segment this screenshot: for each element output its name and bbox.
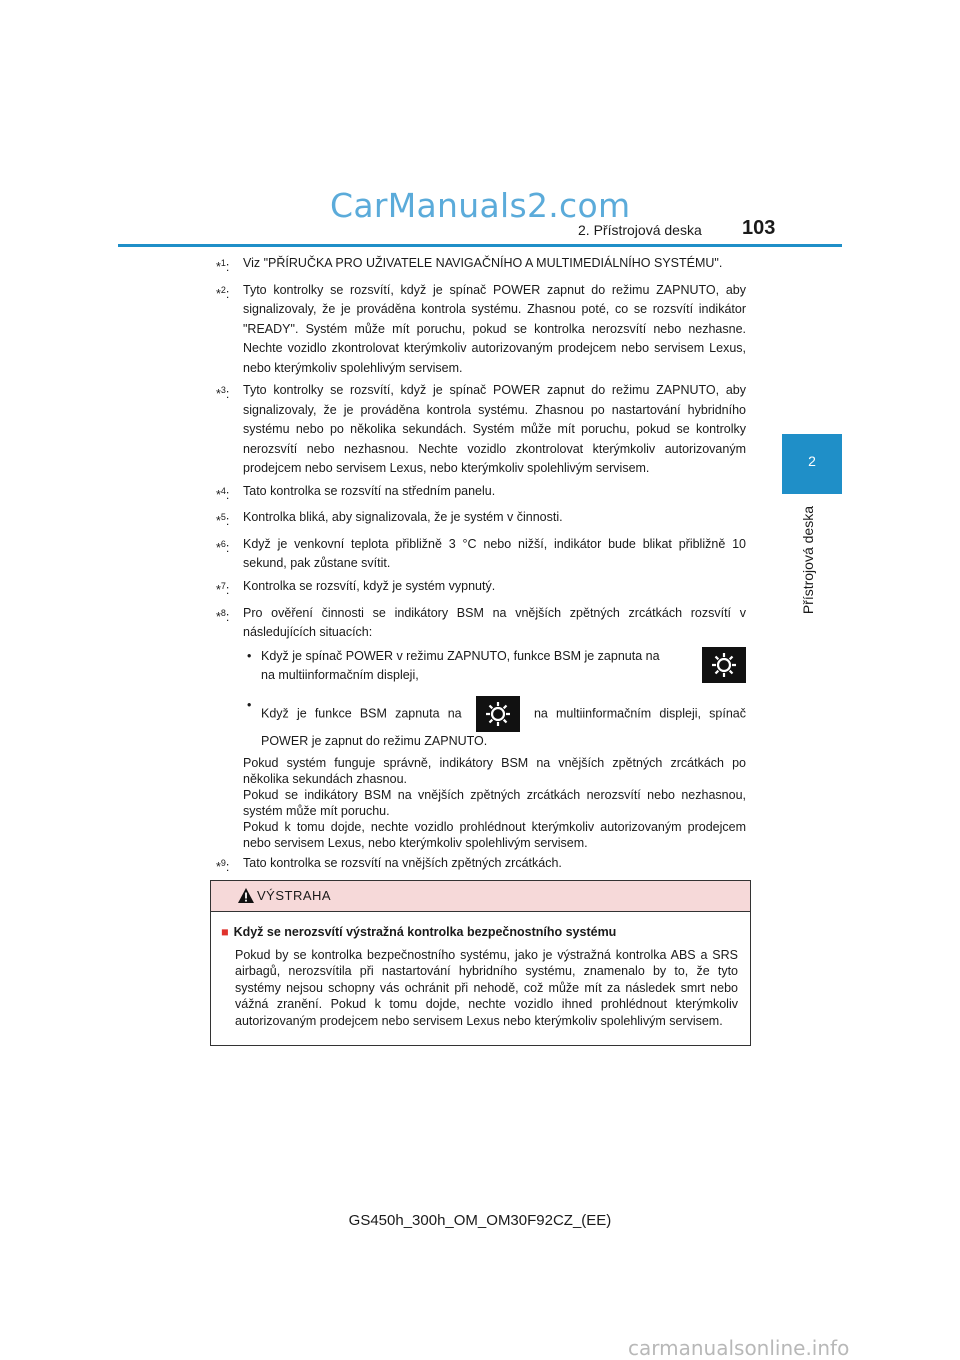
footnote-3 <box>216 381 746 479</box>
footnote-mark: *$^6$: <box>216 538 230 556</box>
bullet-text <box>261 647 746 686</box>
footnote-text: Tyto kontrolky se rozsvítí, když je spínač POWER zapnut do režimu ZAPNUTO, aby signalizovaly, že je prováděna kontrola systému. Zhasnou poté, co se rozsvítí indikátor "READY". Systém může mít poruchu, pokud se kontrolka nerozsvítí nebo nezhasne. Nechte vozidlo zkontrolovat kterýmkoliv autorizovaným prodejcem nebo servisem Lexus, nebo kterýmkoliv spolehlivým servisem. <box>243 282 746 375</box>
warning-body <box>211 912 750 1029</box>
paragraph: Pokud systém funguje správně, indikátory BSM na vnějších zpětných zrcátkách po několika sekundách zhasnou. <box>243 756 746 787</box>
paragraph: Pokud k tomu dojde, nechte vozidlo prohlédnout kterýmkoliv autorizovaným prodejcem nebo servisem Lexus, nebo kterýmkoliv spolehlivým servisem. <box>243 820 746 851</box>
footnote-mark: *$^7$: <box>216 580 230 598</box>
watermark-top: CarManuals2.com <box>330 186 631 225</box>
bullet-dot: • <box>247 697 252 712</box>
footnote-9 <box>216 854 746 878</box>
footnote-mark: *$^2$: <box>216 284 230 301</box>
footnote-7 <box>216 577 746 601</box>
settings-gear-icon <box>476 696 520 732</box>
footnote-text: Když je venkovní teplota přibližně 3 °C nebo nižší, indikátor bude blikat přibližně 10 sekund, pak zůstane svítit. <box>243 536 746 571</box>
warning-header <box>211 881 750 912</box>
footnote-text: Tyto kontrolky se rozsvítí, když je spínač POWER zapnut do režimu ZAPNUTO, aby signalizovaly, že je prováděna kontrola systému. Zhasnou po nastartování hybridního systému nebo po několika sekundách. Systém může mít poruchu, pokud se kontrolky nerozsvítí nebo nezhasnou. Nechte vozidlo zkontrolovat kterýmkoliv autorizovaným prodejcem nebo servisem Lexus, nebo kterýmkoliv spolehlivým servisem. <box>243 383 746 476</box>
chapter-label-wrap <box>800 506 820 616</box>
bullet-text-part: Když je spínač POWER v režimu ZAPNUTO, funkce BSM je zapnuta na <box>261 648 660 663</box>
watermark-bottom: carmanualsonline.info <box>628 1336 850 1360</box>
bullet-text-part: na multiinformačním displeji, <box>261 668 419 683</box>
footnote-text: Tato kontrolka se rozsvítí na středním panelu. <box>243 483 496 498</box>
footnote-6 <box>216 535 746 574</box>
warning-title: Když se nerozsvítí výstražná kontrolka bezpečnostního systému <box>233 925 617 939</box>
red-square-icon: ■ <box>221 925 229 939</box>
warning-box <box>210 880 751 1046</box>
footnote-text: Kontrolka se rozsvítí, když je systém vypnutý. <box>243 578 496 593</box>
footnote-body <box>243 604 746 852</box>
bullet-dot: • <box>247 648 252 663</box>
footnote-2 <box>216 281 746 379</box>
bullet-item <box>247 647 746 686</box>
footnote-5 <box>216 508 746 532</box>
footnote-mark: *$^1$: <box>216 258 230 275</box>
footnote-mark: *$^8$: <box>216 607 230 624</box>
footnote-1 <box>216 254 746 278</box>
footer-code: GS450h_300h_OM_OM30F92CZ_(EE) <box>348 1212 612 1229</box>
footnote-text: Pro ověření činnosti se indikátory BSM na vnějších zpětných zrcátkách rozsvítí v následujících situacích: <box>243 605 746 640</box>
footnote-text: Tato kontrolka se rozsvítí na vnějších zpětných zrcátkách. <box>243 856 562 871</box>
footnotes <box>216 254 746 881</box>
bullet-text <box>261 696 746 752</box>
chapter-tab[interactable]: 2 <box>782 434 842 494</box>
page-number: 103 <box>742 217 776 239</box>
footnote-8 <box>216 604 746 852</box>
footnote-mark: *$^9$: <box>216 858 230 875</box>
warning-text: Pokud by se kontrolka bezpečnostního systému, jako je výstražná kontrolka ABS a SRS airbagů, nerozsvítila při nastartování hybridního systému, znamenalo by to, že tyto systémy nejsou schopny vás ochránit při nehodě, což může mít za následek smrt nebo vážná zranění. Pokud k tomu dojde, nechte vozidlo ihned prohlédnout kterýmkoliv autorizovaným prodejcem nebo servisem Lexus nebo kterýmkoliv spolehlivým servisem. <box>235 947 738 1028</box>
footnote-4 <box>216 482 746 506</box>
chapter-label: Přístrojová deska <box>800 506 816 615</box>
footnote-mark: *$^3$: <box>216 385 230 402</box>
warning-heading: VÝSTRAHA <box>257 888 332 903</box>
warning-triangle-icon <box>237 887 255 904</box>
bullet-text-part: Když je funkce BSM zapnuta na <box>261 705 462 720</box>
bullet-text-part: na multiinformačním displeji, spínač POWER je zapnut do režimu ZAPNUTO. <box>261 705 747 748</box>
header-rule <box>118 244 842 247</box>
paragraph: Pokud se indikátory BSM na vnějších zpětných zrcátkách nerozsvítí nebo nezhasnou, systém může mít poruchu. <box>243 788 746 819</box>
footnote-mark: *$^5$: <box>216 512 230 529</box>
footnote-mark: *$^4$: <box>216 485 230 502</box>
bullet-item <box>247 696 746 752</box>
footnote-text: Kontrolka bliká, aby signalizovala, že je systém v činnosti. <box>243 510 563 525</box>
section-title: 2. Přístrojová deska <box>578 222 702 238</box>
settings-gear-icon <box>702 647 746 683</box>
warning-title-row <box>221 924 738 941</box>
footnote-text: Viz "PŘÍRUČKA PRO UŽIVATELE NAVIGAČNÍHO A MULTIMEDIÁLNÍHO SYSTÉMU". <box>243 256 723 270</box>
